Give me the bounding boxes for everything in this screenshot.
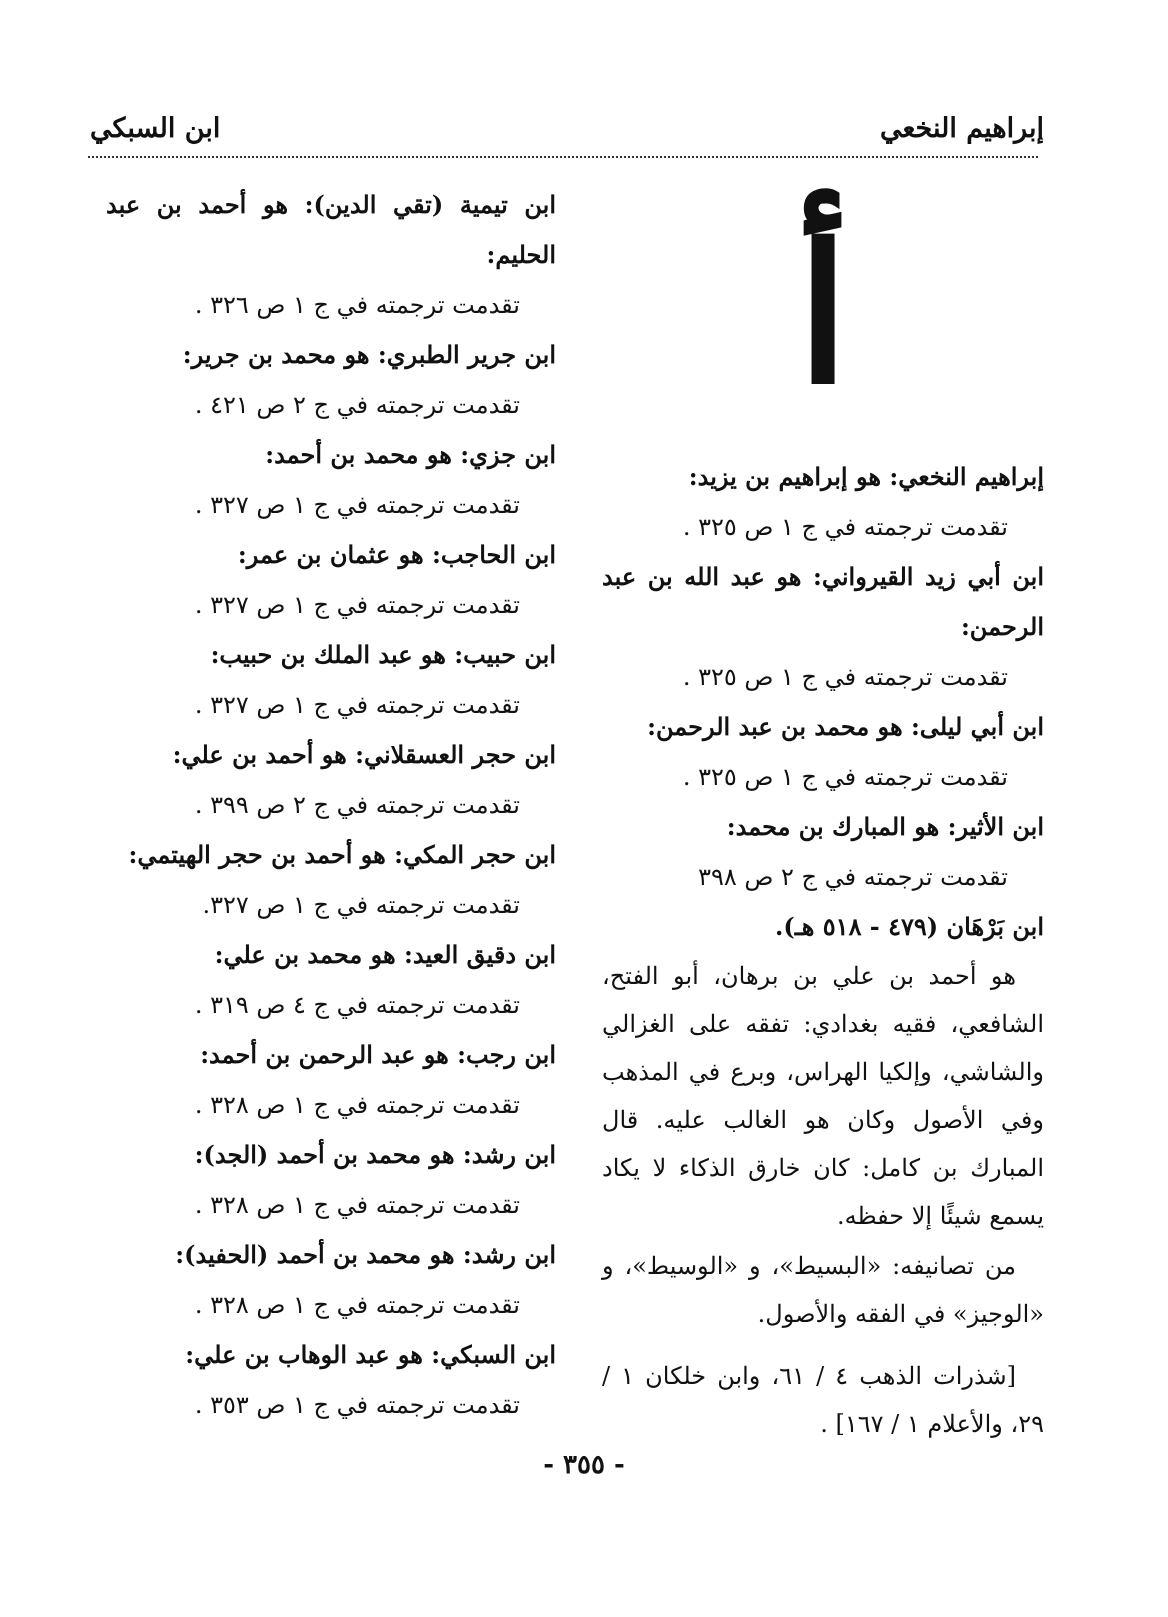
section-letter: أ bbox=[796, 203, 850, 426]
entry-heading: ابن السبكي: هو عبد الوهاب بن علي: bbox=[185, 1340, 556, 1369]
entry-heading: ابن حجر المكي: هو أحمد بن حجر الهيتمي: bbox=[128, 840, 556, 869]
entry-heading: ابن الأثير: هو المبارك بن محمد: bbox=[726, 812, 1044, 841]
entry-heading: ابن الحاجب: هو عثمان بن عمر: bbox=[237, 540, 556, 569]
entry-heading: ابن دقيق العيد: هو محمد بن علي: bbox=[214, 940, 556, 969]
works-paragraph: من تصانيفه: «البسيط»، و «الوسيط»، و «الوجيز» في الفقه والأصول. bbox=[602, 1252, 1044, 1328]
left-column bbox=[106, 180, 556, 1430]
entry-heading: ابن تيمية (تقي الدين): هو أحمد بن عبد الحليم: bbox=[106, 190, 556, 269]
main-entry-ibn-burhan bbox=[602, 902, 1044, 1448]
running-head-left: ابن السبكي bbox=[90, 113, 221, 144]
entry-reference: تقدمت ترجمته في ج ١ ص ٣٢٨ . bbox=[194, 1091, 520, 1119]
entry-heading: إبراهيم النخعي: هو إبراهيم بن يزيد: bbox=[688, 462, 1044, 491]
entry-reference: تقدمت ترجمته في ج ١ ص ٣٢٦ . bbox=[194, 291, 520, 319]
entry bbox=[106, 1330, 556, 1430]
entry bbox=[106, 530, 556, 630]
entry bbox=[602, 702, 1044, 802]
entry-heading: ابن بَرْهَان (٤٧٩ - ٥١٨ هـ). bbox=[775, 912, 1044, 941]
entry bbox=[106, 930, 556, 1030]
entry-reference: تقدمت ترجمته في ج ١ ص ٣٢٥ . bbox=[682, 763, 1008, 791]
entry-reference: تقدمت ترجمته في ج ٢ ص ٣٩٩ . bbox=[194, 791, 520, 819]
entry bbox=[106, 180, 556, 330]
entry-heading: ابن حبيب: هو عبد الملك بن حبيب: bbox=[210, 640, 556, 669]
entry-reference: تقدمت ترجمته في ج ١ ص ٣٢٨ . bbox=[194, 1191, 520, 1219]
page-number: - ٣٥٥ - bbox=[543, 1450, 625, 1480]
entry-reference: تقدمت ترجمته في ج ١ ص ٣٢٧. bbox=[202, 891, 520, 919]
entry bbox=[106, 430, 556, 530]
entry-heading: ابن حجر العسقلاني: هو أحمد بن علي: bbox=[172, 740, 556, 769]
entry-reference: تقدمت ترجمته في ج ١ ص ٣٥٣ . bbox=[194, 1391, 520, 1419]
right-column bbox=[602, 180, 1044, 1448]
entry-heading: ابن أبي زيد القيرواني: هو عبد الله بن عبد الرحمن: bbox=[602, 562, 1044, 641]
entry-reference: تقدمت ترجمته في ج ١ ص ٣٢٥ . bbox=[682, 513, 1008, 541]
entry bbox=[106, 630, 556, 730]
entry-heading: ابن جرير الطبري: هو محمد بن جرير: bbox=[182, 340, 556, 369]
entry-reference: تقدمت ترجمته في ج ١ ص ٣٢٧ . bbox=[194, 691, 520, 719]
entry bbox=[106, 730, 556, 830]
entry-heading: ابن أبي ليلى: هو محمد بن عبد الرحمن: bbox=[647, 712, 1044, 741]
entry bbox=[602, 452, 1044, 552]
entry-reference: تقدمت ترجمته في ج ٢ ص ٤٢١ . bbox=[194, 391, 520, 419]
entry-heading: ابن رشد: هو محمد بن أحمد (الحفيد): bbox=[175, 1240, 556, 1269]
header-dotted-rule bbox=[88, 156, 1038, 158]
entry bbox=[106, 330, 556, 430]
entry bbox=[106, 830, 556, 930]
entry-reference: تقدمت ترجمته في ج ١ ص ٣٢٧ . bbox=[194, 491, 520, 519]
entry bbox=[106, 1230, 556, 1330]
entry-heading: ابن جزي: هو محمد بن أحمد: bbox=[265, 440, 556, 469]
running-head-right: إبراهيم النخعي bbox=[879, 113, 1044, 144]
entry-reference: تقدمت ترجمته في ج ١ ص ٣٢٧ . bbox=[194, 591, 520, 619]
sources-citation: [شذرات الذهب ٤ / ٦١، وابن خلكان ١ / ٢٩، والأعلام ١ / ١٦٧] . bbox=[602, 1362, 1044, 1438]
entry bbox=[106, 1130, 556, 1230]
entry-reference: تقدمت ترجمته في ج ٤ ص ٣١٩ . bbox=[194, 991, 520, 1019]
biography-paragraph: هو أحمد بن علي بن برهان، أبو الفتح، الشافعي، فقيه بغدادي: تفقه على الغزالي والشاشي، وإلكيا الهراس، وبرع في المذهب وفي الأصول وكان هو الغالب عليه. قال المبارك بن كامل: كان خارق الذكاء لا يكاد يسمع شيئًا إلا حفظه. bbox=[602, 962, 1044, 1230]
entry bbox=[106, 1030, 556, 1130]
entry-reference: تقدمت ترجمته في ج ٢ ص ٣٩٨ bbox=[698, 863, 1008, 891]
entry bbox=[602, 802, 1044, 902]
entry-reference: تقدمت ترجمته في ج ١ ص ٣٢٨ . bbox=[194, 1291, 520, 1319]
entry bbox=[602, 552, 1044, 702]
entry-reference: تقدمت ترجمته في ج ١ ص ٣٢٥ . bbox=[682, 663, 1008, 691]
entry-heading: ابن رشد: هو محمد بن أحمد (الجد): bbox=[194, 1140, 556, 1169]
entry-heading: ابن رجب: هو عبد الرحمن بن أحمد: bbox=[200, 1040, 556, 1069]
